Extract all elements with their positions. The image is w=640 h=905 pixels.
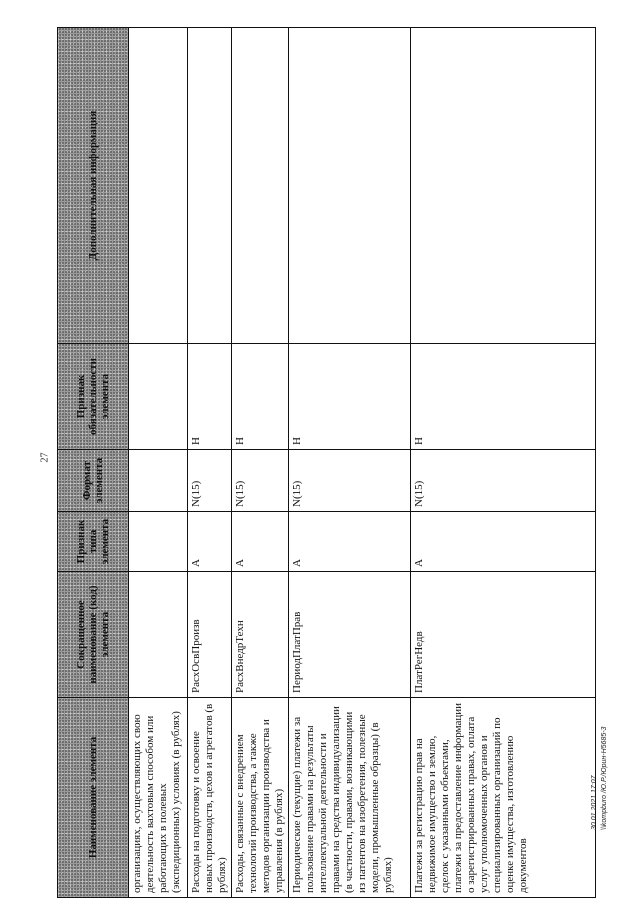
cell-required: Н [188,344,232,450]
table-row [411,28,596,898]
table-row [232,28,289,898]
footer-timestamp: 30.01.2021 17:07 [591,775,598,830]
header-type: Признак типа элемента [58,512,129,572]
elements-table [57,27,596,898]
header-code: Сокращенное наименование (код) элемента [58,572,129,698]
cell-info [188,28,232,344]
table-row [289,28,411,898]
cell-format: N(15) [232,450,289,512]
cell-format: N(15) [188,450,232,512]
cell-code: ПериодПлатПрав [289,572,411,698]
cell-type: А [289,512,411,572]
header-name: Наименование элемента [58,698,129,898]
page-number: 27 [39,452,51,463]
cell-type [129,512,188,572]
cell-required: Н [232,344,289,450]
cell-format: N(15) [289,450,411,512]
cell-info [129,28,188,344]
cell-code: РасхВнедрТехн [232,572,289,698]
cell-required: Н [411,344,596,450]
cell-code: РасхОсвПроизв [188,572,232,698]
elements-table-wrapper [57,28,587,898]
cell-name: Платежи за регистрацию прав на недвижимое имущество и землю, сделок с указанными объектами, платежи за предоставление информации о зарегистрированных правах, оплата услуг уполномоченных органов и специализированных организаций по оценке имущества, изготовлению документов [411,698,596,898]
header-info: Дополнительная информация [58,28,129,344]
cell-type: А [411,512,596,572]
cell-required [129,344,188,450]
table-header-row [58,28,129,898]
header-required: Признак обязательности элемента [58,344,129,450]
cell-format [129,450,188,512]
cell-required: Н [289,344,411,450]
cell-type: А [188,512,232,572]
cell-name: Расходы, связанные с внедрением технологий производства, а также методов организации производства и управления (в рублях) [232,698,289,898]
cell-info [289,28,411,344]
cell-type: А [232,512,289,572]
header-format: Формат элемента [58,450,129,512]
cell-name: Расходы на подготовку и освоение новых производств, цехов и агрегатов (в рублях) [188,698,232,898]
cell-info [232,28,289,344]
footer-stamp [590,727,610,830]
cell-format: N(15) [411,450,596,512]
cell-code [129,572,188,698]
cell-name: Периодические (текущие) платежи за пользование правами на результаты интеллектуальной деятельности и правами на средства индивидуализации (в частности, правами, возникающими из патентов на изобретения, полезные модели, промышленные образцы) (в рублях) [289,698,411,898]
cell-name: организациях, осуществляющих свою деятельность вахтовым способом или работающих в полевых (экспедиционных) условиях (в рублях) [129,698,188,898]
cell-info [411,28,596,344]
table-row [188,28,232,898]
table-row [129,28,188,898]
cell-code: ПлатРегНедв [411,572,596,698]
footer-path: \\kompburo /Ю.Р./Юрин-Н5685-3 [601,726,608,830]
